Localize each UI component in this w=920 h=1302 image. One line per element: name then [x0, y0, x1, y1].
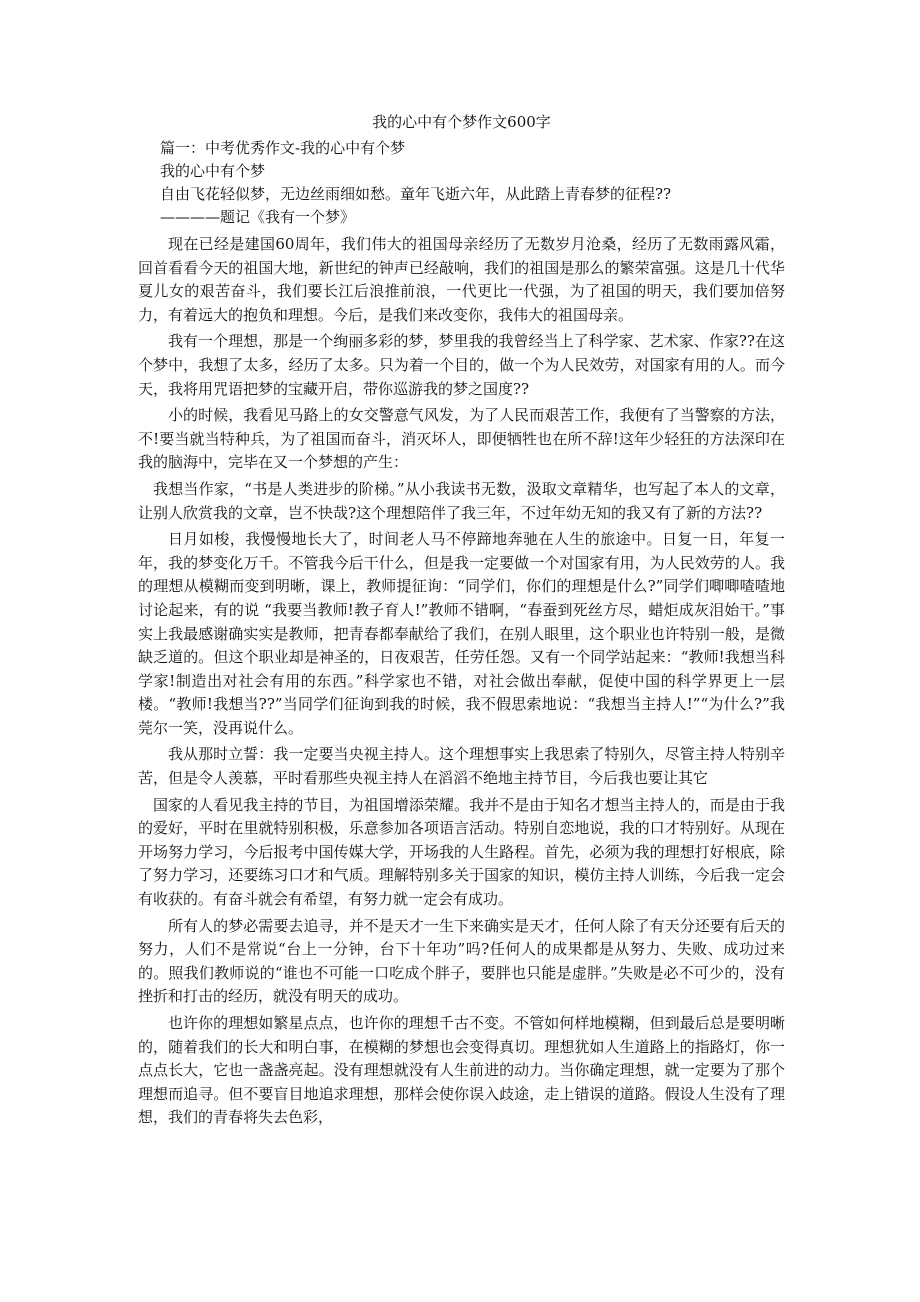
epigraph: 自由飞花轻似梦，无边丝雨细如愁。童年飞逝六年，从此踏上青春梦的征程?? — [160, 185, 672, 203]
paragraph: 国家的人看见我主持的节目，为祖国增添荣耀。我并不是由于知名才想当主持人的，而是由于我的爱好，平时在里就特别积极，乐意参加各项语言活动。特别自恋地说，我的口才特别好。从现在开场努力学习，今后报考中国传媒大学，开场我的人生路程。首先，必须为我的理想打好根底，除了努力学习，还要练习口才和气质。理解特别多关于国家的知识，模仿主持人训练，今后我一定会有收获的。有奋斗就会有希望，有努力就一定会有成功。 — [138, 795, 785, 909]
paragraph: 所有人的梦必需要去追寻，并不是天才一生下来确实是天才，任何人除了有天分还要有后天的努力，人们不是常说“台上一分钟，台下十年功”吗?任何人的成果都是从努力、失败、成功过来的。照我们教师说的“谁也不可能一口吃成个胖子，要胖也只能是虚胖。”失败是必不可少的，没有挫折和打击的经历，就没有明天的成功。 — [138, 916, 785, 1006]
chapter-heading: 篇一：中考优秀作文-我的心中有个梦 — [160, 139, 406, 157]
epigraph-source: ————题记《我有一个梦》 — [160, 208, 356, 226]
paragraph: 我想当作家，“书是人类进步的阶梯。”从小我读书无数，汲取文章精华，也写起了本人的文章，让别人欣赏我的文章，岂不快哉?这个理想陪伴了我三年，不过年幼无知的我又有了新的方法?? — [138, 479, 785, 522]
essay-title: 我的心中有个梦 — [160, 162, 266, 180]
paragraph: 我从那时立誓：我一定要当央视主持人。这个理想事实上我思索了特别久，尽管主持人特别辛苦，但是令人羡慕，平时看那些央视主持人在滔滔不绝地主持节目，今后我也要让其它 — [138, 745, 785, 788]
paragraph: 我有一个理想，那是一个绚丽多彩的梦，梦里我的我曾经当上了科学家、艺术家、作家??在这个梦中，我想了太多，经历了太多。只为着一个目的，做一个为人民效劳，对国家有用的人。而今天，我将用咒语把梦的宝藏开启，带你巡游我的梦之国度?? — [138, 332, 785, 398]
paragraph: 小的时候，我看见马路上的女交警意气风发，为了人民而艰苦工作，我便有了当警察的方法，不!要当就当特种兵，为了祖国而奋斗，消灭坏人，即便牺牲也在所不辞!这年少轻狂的方法深印在我的脑海中，完毕在又一个梦想的产生： — [138, 406, 785, 472]
document-page — [138, 111, 785, 1133]
paragraph: 现在已经是建国60周年，我们伟大的祖国母亲经历了无数岁月沧桑，经历了无数雨露风霜，回首看看今天的祖国大地，新世纪的钟声已经敲响，我们的祖国是那么的繁荣富强。这是几十代华夏儿女的艰苦奋斗，我们要长江后浪推前浪，一代更比一代强，为了祖国的明天，我们要加倍努力，有着远大的抱负和理想。今后，是我们来改变你，我伟大的祖国母亲。 — [138, 235, 785, 324]
paragraph: 也许你的理想如繁星点点，也许你的理想千古不变。不管如何样地模糊，但到最后总是要明晰的，随着我们的长大和明白事，在模糊的梦想也会变得真切。理想犹如人生道路上的指路灯，你一点点长大，它也一盏盏亮起。没有理想就没有人生前进的动力。当你确定理想，就一定要为了那个理想而追寻。但不要盲目地追求理想，那样会使你误入歧途，走上错误的道路。假设人生没有了理想，我们的青春将失去色彩， — [138, 1014, 785, 1127]
paragraph: 日月如梭，我慢慢地长大了，时间老人马不停蹄地奔驰在人生的旅途中。日复一日，年复一年，我的梦变化万千。不管我今后干什么，但是我一定要做一个对国家有用，为人民效劳的人。我的理想从模糊而变到明晰，课上，教师提征询：“同学们，你们的理想是什么?”同学们唧唧喳喳地讨论起来，有的说 “我要当教师!教子育人!”教师不错啊，“春蚕到死丝方尽，蜡炬成灰泪始干。”事实上我最感谢确实实是教师，把青春都奉献给了我们，在别人眼里，这个职业也许特别一般，是微缺乏道的。但这个职业却是神圣的，日夜艰苦，任劳任怨。又有一个同学站起来：“教师!我想当科学家!制造出对社会有用的东西。”科学家也不错，对社会做出奉献，促使中国的科学界更上一层楼。“教师!我想当??”当同学们征询到我的时候，我不假思索地说：“我想当主持人!”“为什么?”我莞尔一笑，没再说什么。 — [138, 530, 785, 737]
document-title: 我的心中有个梦作文600字 — [372, 113, 551, 131]
